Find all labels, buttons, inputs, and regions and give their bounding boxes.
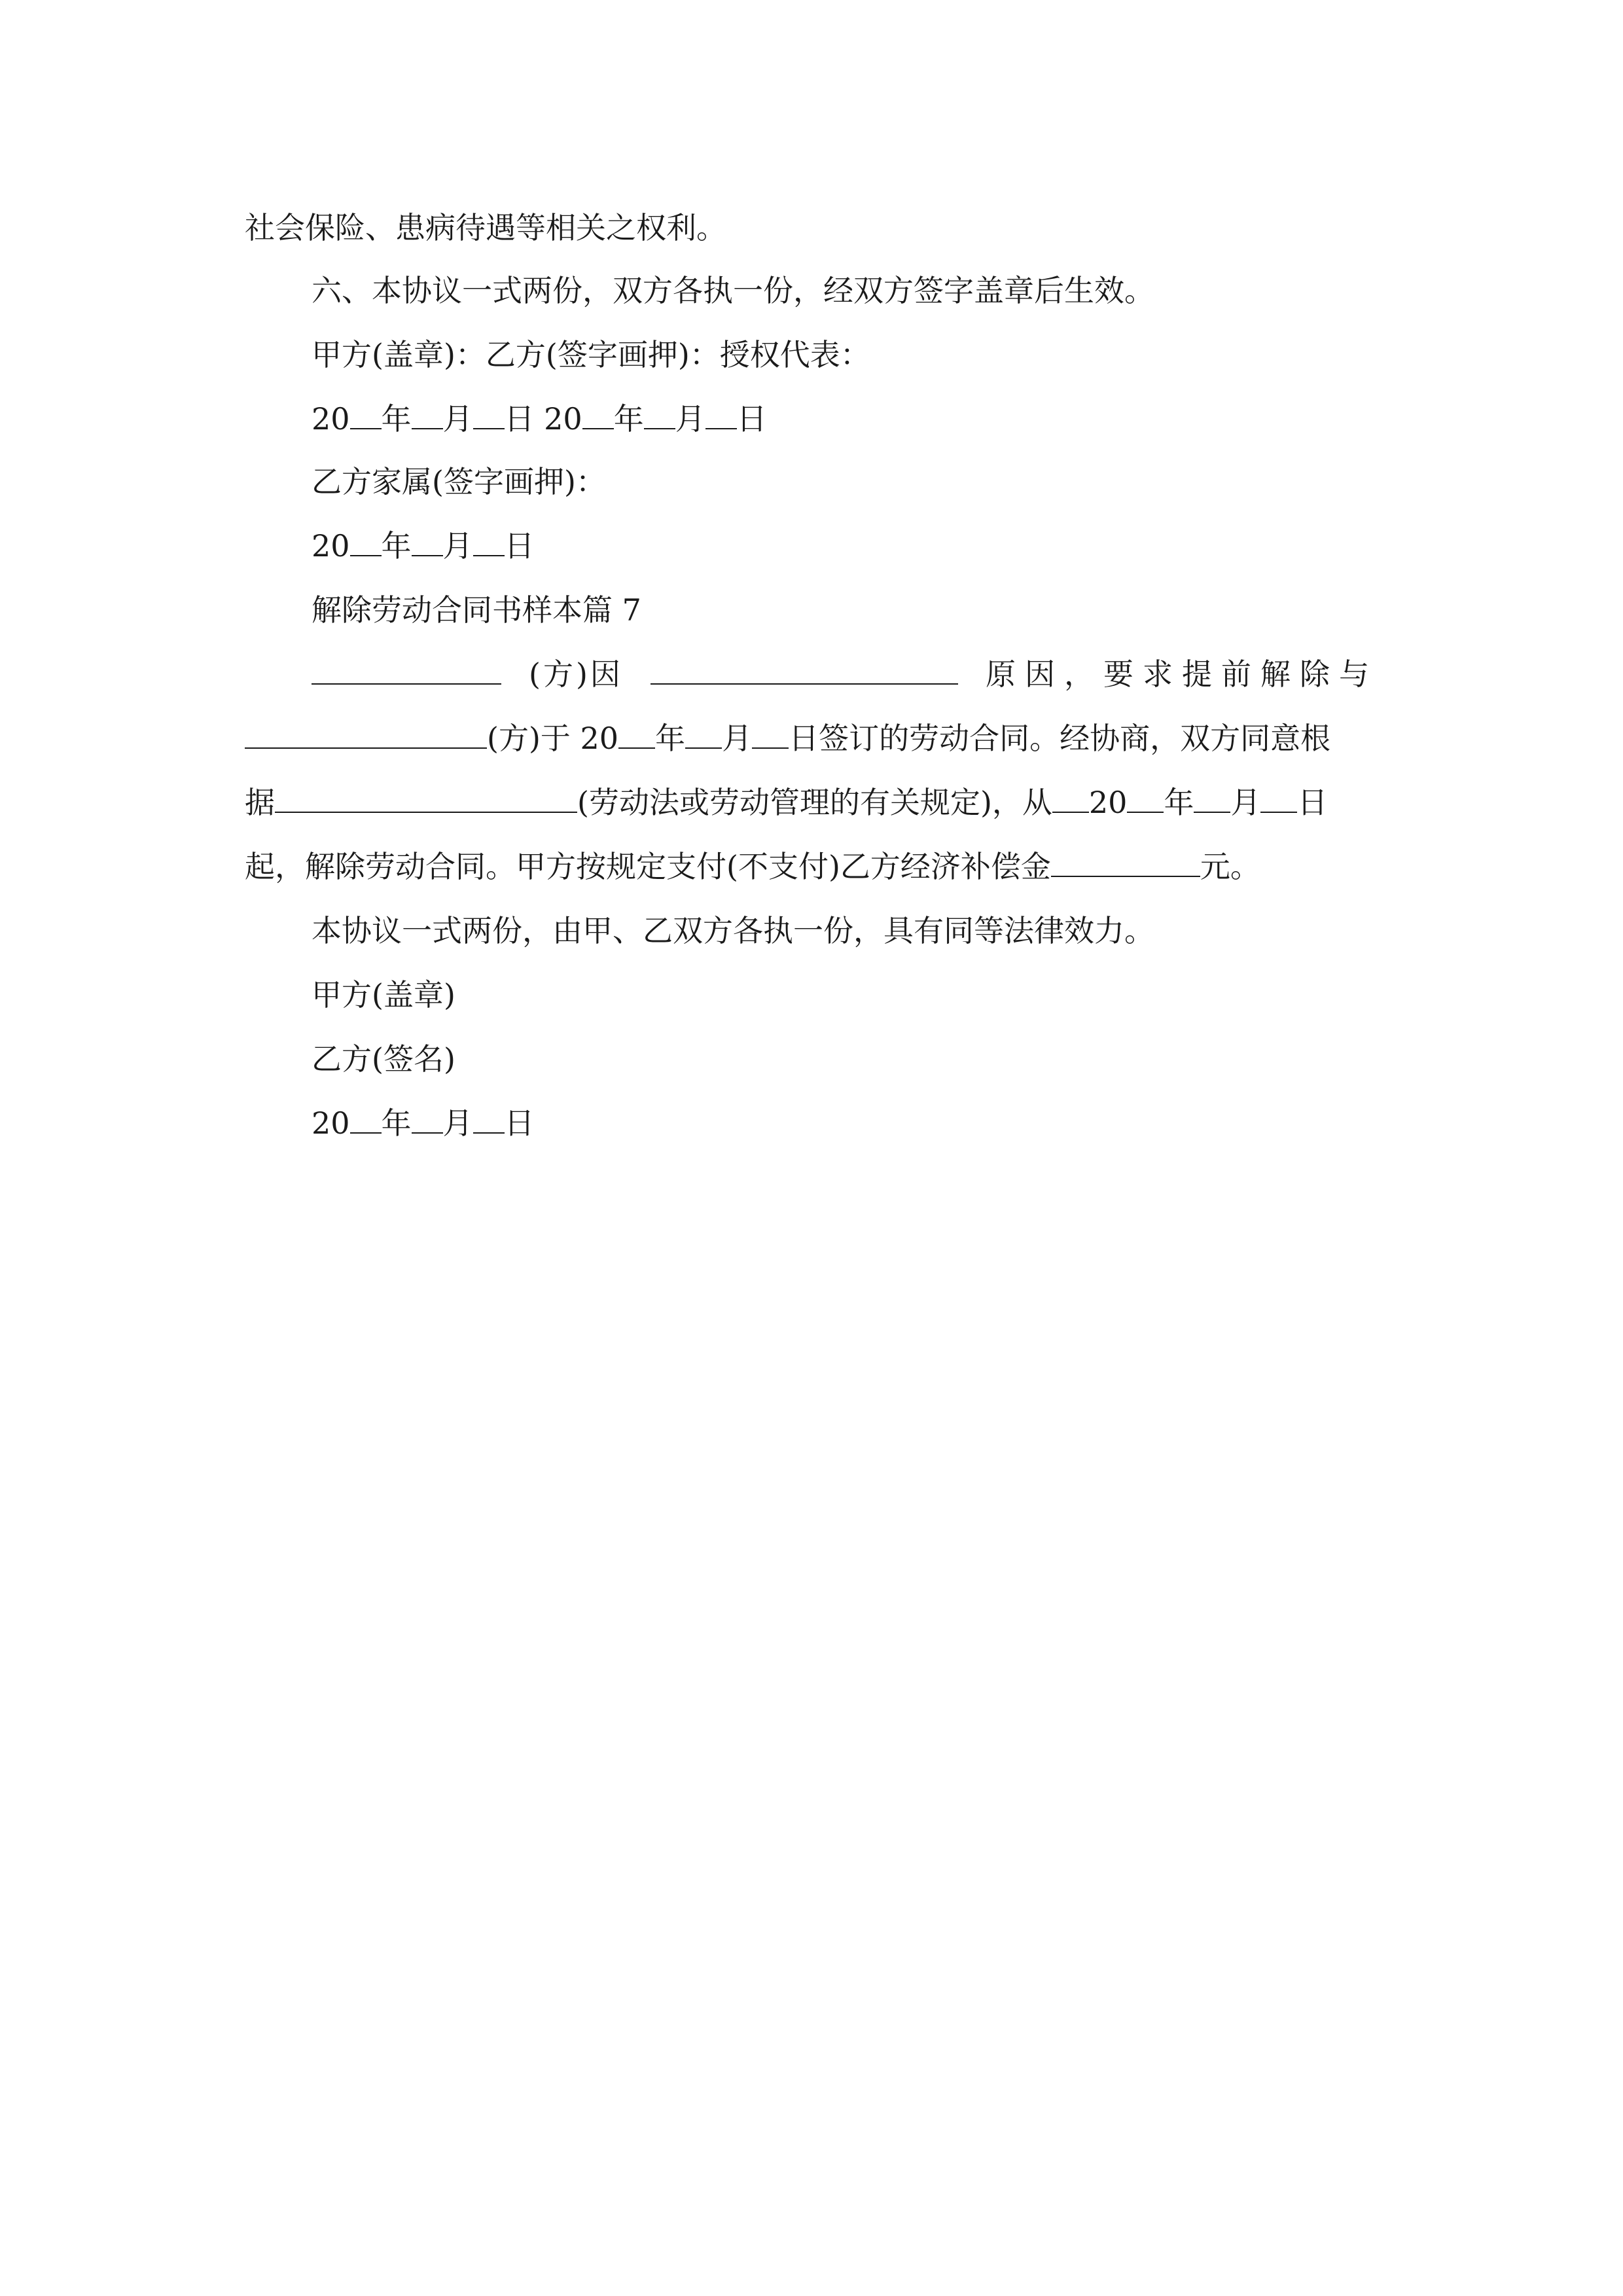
- text: 月: [442, 1105, 473, 1141]
- text: 年: [381, 528, 412, 564]
- text: 年: [613, 401, 644, 437]
- paragraph-social-insurance: 社会保险、患病待遇等相关之权利。: [245, 210, 726, 245]
- blank-field: [618, 719, 655, 749]
- text: 原因，要求提前解除与: [986, 656, 1378, 692]
- blank-field: [312, 655, 501, 685]
- text: 月: [722, 721, 753, 756]
- clause-six: 六、本协议一式两份，双方各执一份，经双方签字盖章后生效。: [312, 273, 1154, 308]
- text: 年: [381, 401, 412, 437]
- text: 元。: [1200, 849, 1260, 884]
- blank-field: [412, 1103, 443, 1134]
- text: 年: [1164, 785, 1194, 820]
- text: 月: [675, 401, 705, 437]
- blank-field: [1260, 783, 1297, 813]
- blank-field: [350, 1103, 382, 1134]
- text: 20: [312, 528, 350, 564]
- legal-basis-line: [245, 783, 1327, 822]
- text: 日: [504, 528, 535, 564]
- blank-field: [473, 526, 505, 556]
- text: 起，解除劳动合同。甲方按规定支付(不支付)乙方经济补偿金: [245, 849, 1051, 884]
- blank-field: [412, 399, 443, 429]
- blank-field: [1051, 847, 1200, 877]
- blank-field: [651, 655, 958, 685]
- blank-field: [245, 719, 487, 749]
- blank-field: [275, 783, 577, 813]
- blank-field: [473, 399, 505, 429]
- text: 日签订的劳动合同。经协商，双方同意根: [789, 721, 1331, 756]
- text: 20: [312, 401, 350, 437]
- blank-field: [1127, 783, 1164, 813]
- text: 月: [442, 401, 473, 437]
- compensation-line: [245, 847, 1260, 886]
- date-line-double: [312, 399, 767, 439]
- party-a-seal: 甲方(盖章): [312, 977, 455, 1013]
- date-line: [312, 526, 535, 565]
- copies-clause: 本协议一式两份，由甲、乙双方各执一份，具有同等法律效力。: [312, 913, 1154, 948]
- text: (劳动法或劳动管理的有关规定)，从: [577, 785, 1052, 820]
- blank-field: [412, 526, 443, 556]
- signature-line-parties: 甲方(盖章)：乙方(签字画押)：授权代表：: [312, 337, 870, 372]
- text: (方)于 20: [487, 721, 619, 756]
- text: 日: [504, 1105, 535, 1141]
- text: 月: [1230, 785, 1261, 820]
- blank-field: [473, 1103, 505, 1134]
- contract-date-line: [245, 719, 1330, 758]
- text: 20: [1088, 785, 1128, 820]
- text: 据: [245, 785, 275, 820]
- party-b-signature: 乙方(签名): [312, 1041, 455, 1077]
- blank-field: [1052, 783, 1089, 813]
- blank-field: [685, 719, 722, 749]
- text: 年: [381, 1105, 412, 1141]
- blank-field: [350, 399, 382, 429]
- section-heading: 解除劳动合同书样本篇 7: [312, 592, 641, 628]
- blank-field: [1194, 783, 1230, 813]
- text: 日 20: [504, 401, 582, 437]
- text: (方)因: [529, 656, 623, 692]
- blank-field: [705, 399, 737, 429]
- blank-field: [350, 526, 382, 556]
- text: 月: [442, 528, 473, 564]
- blank-field: [644, 399, 675, 429]
- text: 日: [1297, 785, 1328, 820]
- blank-field: [752, 719, 789, 749]
- text: 日: [736, 401, 767, 437]
- text: 年: [655, 721, 686, 756]
- blank-field: [582, 399, 614, 429]
- final-date-line: [312, 1103, 535, 1143]
- text: 20: [312, 1105, 350, 1141]
- family-signature-line: 乙方家属(签字画押)：: [312, 464, 606, 499]
- termination-reason-line: [312, 655, 1378, 694]
